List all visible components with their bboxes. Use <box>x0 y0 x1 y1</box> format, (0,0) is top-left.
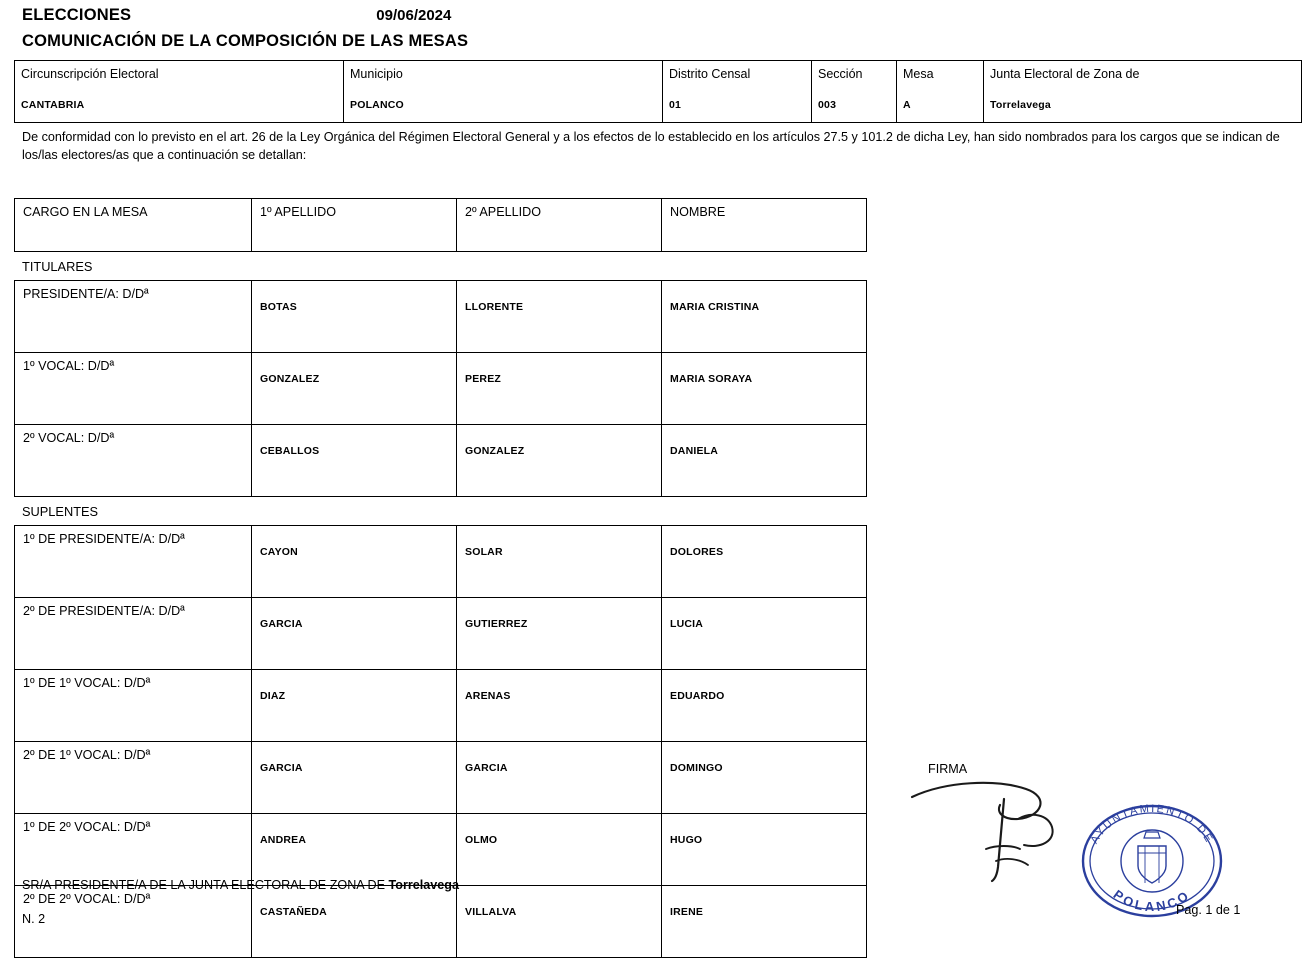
table-row <box>15 814 867 886</box>
table-header-row <box>15 199 867 252</box>
suplentes-table <box>14 525 867 958</box>
cell-apellido2: LLORENTE <box>457 281 662 353</box>
cell-apellido1: CASTAÑEDA <box>252 886 457 958</box>
info-value: A <box>903 98 911 111</box>
header-apellido1: 1º APELLIDO <box>252 199 457 252</box>
info-cell-mesa <box>897 61 984 123</box>
cell-nombre: DOLORES <box>662 526 867 598</box>
cell-cargo: 2º VOCAL: D/Dª <box>15 425 252 497</box>
cell-cargo: 2º DE 1º VOCAL: D/Dª <box>15 742 252 814</box>
stamp-bottom-text: POLANCO <box>1110 886 1194 915</box>
cell-apellido1: GONZALEZ <box>252 353 457 425</box>
cell-cargo: PRESIDENTE/A: D/Dª <box>15 281 252 353</box>
cell-apellido1: ANDREA <box>252 814 457 886</box>
info-label: Distrito Censal <box>669 67 751 81</box>
election-date: 09/06/2024 <box>376 7 452 24</box>
table-row <box>15 670 867 742</box>
cell-apellido1: CAYON <box>252 526 457 598</box>
header-apellido2: 2º APELLIDO <box>457 199 662 252</box>
cell-apellido1: BOTAS <box>252 281 457 353</box>
footer-page-indicator: Pag. 1 de 1 <box>1176 903 1241 917</box>
cell-apellido2: VILLALVA <box>457 886 662 958</box>
legal-paragraph: De conformidad con lo previsto en el art. 26 de la Ley Orgánica del Régimen Electoral General y a los efectos de lo establecido en los artículos 27.5 y 101.2 de dicha Ley, han sido nombrados para los cargos que se indican de los/las electores/as que a continuación se detallan: <box>22 130 1280 163</box>
info-value: POLANCO <box>350 98 404 111</box>
cell-nombre: LUCIA <box>662 598 867 670</box>
document-header <box>22 6 1302 25</box>
info-label: Mesa <box>903 67 934 81</box>
cell-apellido2: ARENAS <box>457 670 662 742</box>
cell-apellido2: GONZALEZ <box>457 425 662 497</box>
page-title: ELECCIONES <box>22 6 132 24</box>
cell-nombre: DANIELA <box>662 425 867 497</box>
footer-addressee-zone: Torrelavega <box>388 878 459 892</box>
cell-apellido2: PEREZ <box>457 353 662 425</box>
header-nombre: NOMBRE <box>662 199 867 252</box>
table-row <box>15 742 867 814</box>
cell-cargo: 1º DE PRESIDENTE/A: D/Dª <box>15 526 252 598</box>
svg-text:AYUNTAMIENTO DE <box>1088 803 1215 846</box>
table-row <box>15 598 867 670</box>
info-cell-municipio <box>344 61 663 123</box>
document-subtitle: COMUNICACIÓN DE LA COMPOSICIÓN DE LAS MESAS <box>22 32 469 50</box>
cell-nombre: IRENE <box>662 886 867 958</box>
section-label-titulares: TITULARES <box>22 259 93 274</box>
table-row <box>15 353 867 425</box>
info-cell-seccion <box>812 61 897 123</box>
cell-apellido2: GUTIERREZ <box>457 598 662 670</box>
cell-cargo: 1º DE 1º VOCAL: D/Dª <box>15 670 252 742</box>
header-cargo: CARGO EN LA MESA <box>15 199 252 252</box>
column-headers-table <box>14 198 867 252</box>
info-row <box>15 61 1302 123</box>
cell-nombre: HUGO <box>662 814 867 886</box>
footer-number: N. 2 <box>22 912 46 926</box>
cell-apellido2: OLMO <box>457 814 662 886</box>
table-row <box>15 425 867 497</box>
info-value: 01 <box>669 98 682 111</box>
table-row <box>15 281 867 353</box>
cell-apellido2: SOLAR <box>457 526 662 598</box>
members-section <box>14 198 798 958</box>
section-label-suplentes: SUPLENTES <box>22 504 99 519</box>
cell-nombre: MARIA SORAYA <box>662 353 867 425</box>
info-value: CANTABRIA <box>21 98 85 111</box>
info-label: Municipio <box>350 67 403 81</box>
info-cell-junta <box>984 61 1302 123</box>
table-row <box>15 886 867 958</box>
table-row <box>15 526 867 598</box>
cell-cargo: 2º DE PRESIDENTE/A: D/Dª <box>15 598 252 670</box>
cell-cargo: 2º DE 2º VOCAL: D/Dª <box>15 886 252 958</box>
official-stamp-icon <box>1078 798 1226 920</box>
cell-apellido1: DIAZ <box>252 670 457 742</box>
cell-apellido2: GARCIA <box>457 742 662 814</box>
cell-apellido1: GARCIA <box>252 742 457 814</box>
stamp-top-text: AYUNTAMIENTO DE <box>1088 802 1216 846</box>
info-label: Junta Electoral de Zona de <box>990 67 1140 81</box>
cell-nombre: MARIA CRISTINA <box>662 281 867 353</box>
info-label: Circunscripción Electoral <box>21 67 159 81</box>
cell-apellido1: GARCIA <box>252 598 457 670</box>
cell-nombre: EDUARDO <box>662 670 867 742</box>
footer-addressee <box>22 878 459 892</box>
titulares-table <box>14 280 867 497</box>
info-value: 003 <box>818 98 837 111</box>
cell-nombre: DOMINGO <box>662 742 867 814</box>
election-info-table <box>14 60 1302 123</box>
cell-apellido1: CEBALLOS <box>252 425 457 497</box>
info-cell-distrito <box>663 61 812 123</box>
footer-addressee-prefix: SR/A PRESIDENTE/A DE LA JUNTA ELECTORAL DE ZONA DE <box>22 878 389 892</box>
cell-cargo: 1º VOCAL: D/Dª <box>15 353 252 425</box>
signature-label: FIRMA <box>928 762 968 776</box>
info-value: Torrelavega <box>990 98 1051 111</box>
info-label: Sección <box>818 67 863 81</box>
info-cell-circunscripcion <box>15 61 344 123</box>
cell-cargo: 1º DE 2º VOCAL: D/Dª <box>15 814 252 886</box>
